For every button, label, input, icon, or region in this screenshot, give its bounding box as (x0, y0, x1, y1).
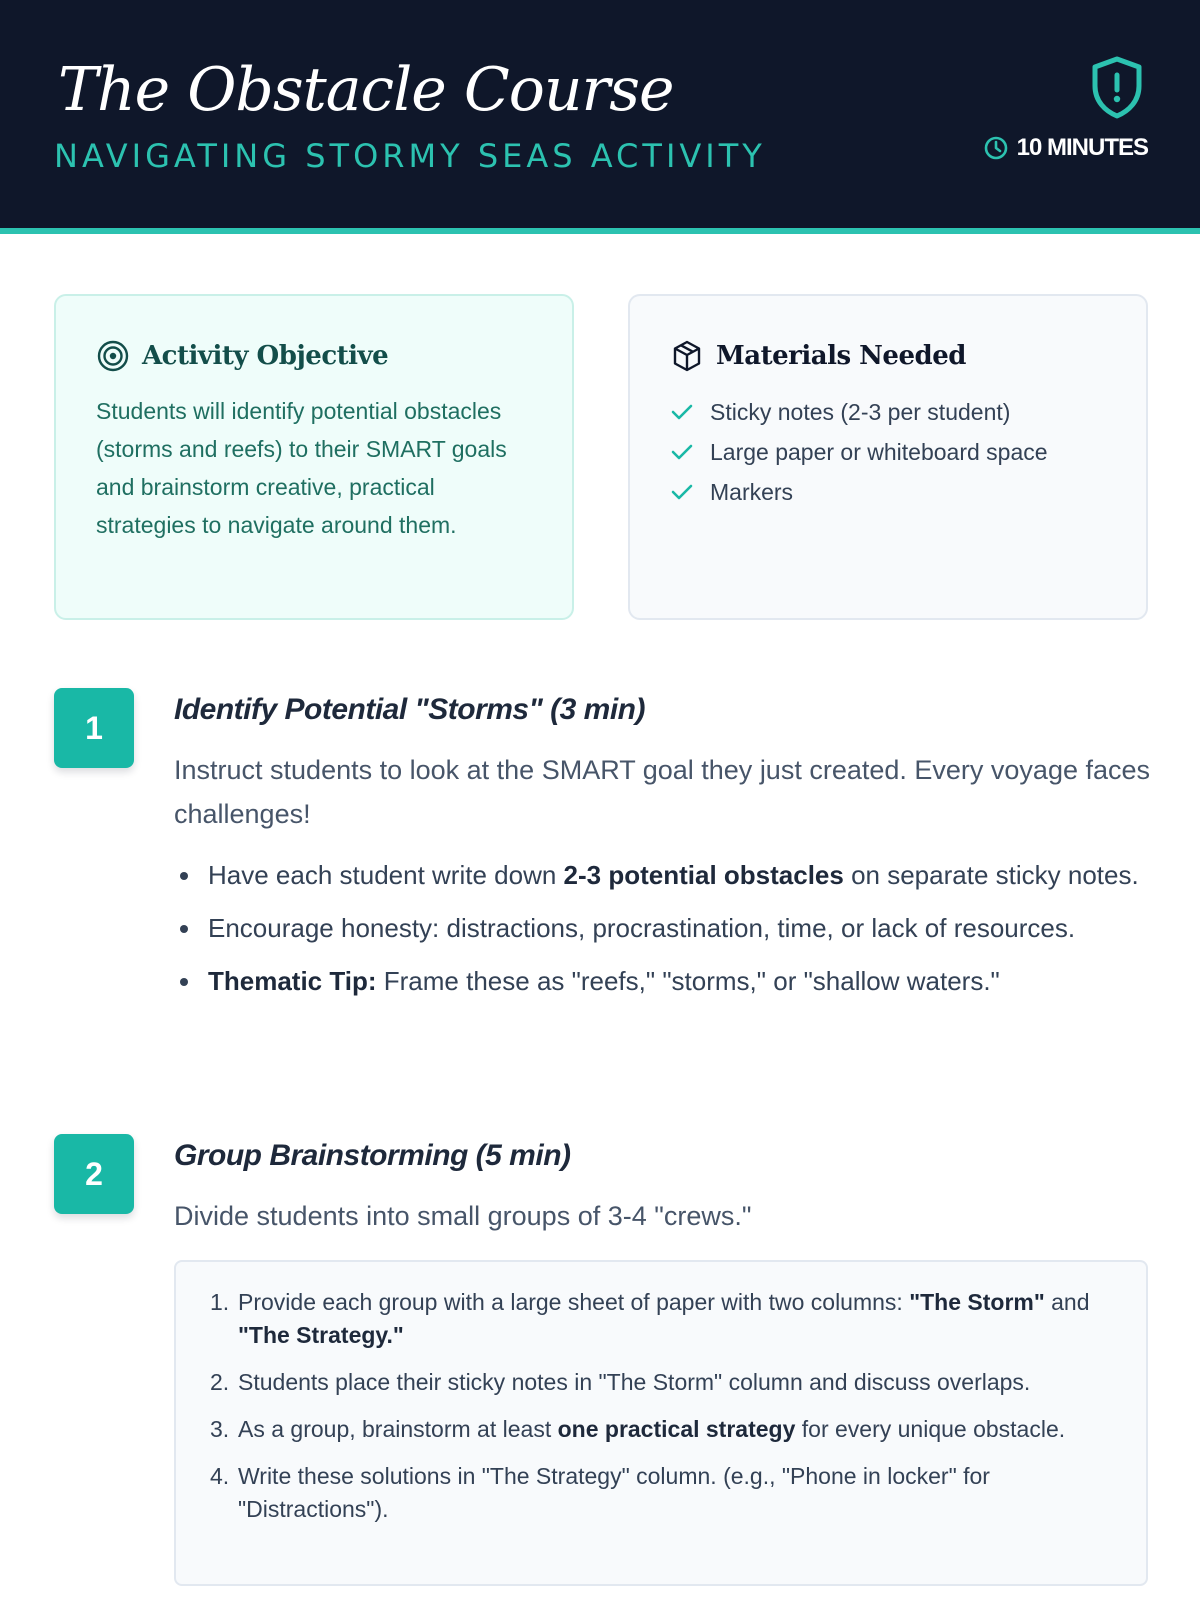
duration-label: 10 MINUTES (1016, 134, 1148, 161)
step-title: Group Brainstorming (5 min) (174, 1139, 571, 1172)
item-text: As a group, brainstorm at least (238, 1416, 558, 1442)
check-icon (670, 400, 694, 424)
item-emphasis: one practical strategy (557, 1416, 796, 1442)
target-icon (96, 339, 130, 373)
materials-title: Materials Needed (716, 341, 966, 371)
item-text: Provide each group with a large sheet of paper with two columns: (238, 1289, 910, 1315)
page-subtitle: NAVIGATING STORMY SEAS ACTIVITY (54, 137, 766, 175)
list-item (670, 392, 1106, 432)
bullet-emphasis: Thematic Tip: (208, 966, 377, 996)
bullet-text: Have each student write down (208, 860, 564, 890)
list-item (210, 1460, 1116, 1526)
list-item (670, 472, 1106, 512)
bullet-text: on separate sticky notes. (843, 860, 1139, 890)
step-title: Identify Potential "Storms" (3 min) (174, 693, 645, 726)
bullet-text: Encourage honesty: distractions, procrastination, time, or lack of resources. (208, 913, 1076, 943)
list-item (208, 908, 1188, 948)
instructions-list (210, 1286, 1116, 1526)
list-item (208, 855, 1188, 895)
list-item (210, 1286, 1116, 1352)
material-label: Markers (710, 478, 794, 505)
step-description: Divide students into small groups of 3-4 "crews." (174, 1201, 752, 1231)
item-number: 4. (210, 1463, 230, 1489)
clock-icon (983, 135, 1009, 161)
item-number: 3. (210, 1416, 230, 1442)
instructions-box (174, 1260, 1148, 1586)
material-label: Sticky notes (2-3 per student) (710, 398, 1011, 425)
duration-badge (983, 134, 1148, 162)
item-number: 2. (210, 1369, 230, 1395)
list-item (208, 961, 1188, 1001)
item-text: Students place their sticky notes in "The Storm" column and discuss overlaps. (238, 1369, 1031, 1395)
step-number-badge: 2 (54, 1134, 134, 1214)
check-icon (670, 440, 694, 464)
item-emphasis: "The Storm" (909, 1289, 1045, 1315)
item-text: and (1044, 1289, 1090, 1315)
page-title: The Obstacle Course (58, 55, 674, 125)
objective-text: Students will identify potential obstacles (storms and reefs) to their SMART goals and brainstorm creative, practical strategies to navigate around them. (96, 398, 507, 538)
materials-list (670, 392, 1106, 512)
objective-title: Activity Objective (142, 341, 389, 371)
materials-card (628, 294, 1148, 620)
item-number: 1. (210, 1289, 230, 1315)
step-bullet-list (174, 855, 1188, 1014)
item-text: for every unique obstacle. (795, 1416, 1066, 1442)
check-icon (670, 480, 694, 504)
step-number-badge: 1 (54, 688, 134, 768)
header (0, 0, 1200, 234)
item-emphasis: "The Strategy." (238, 1322, 404, 1348)
step-description: Instruct students to look at the SMART goal they just created. Every voyage faces challenges! (174, 755, 1151, 829)
shield-alert-icon (1087, 54, 1147, 120)
list-item (210, 1366, 1116, 1399)
box-icon (670, 339, 704, 373)
bullet-emphasis: 2-3 potential obstacles (563, 860, 844, 890)
objective-card (54, 294, 574, 620)
material-label: Large paper or whiteboard space (710, 438, 1048, 465)
list-item (670, 432, 1106, 472)
item-text: Write these solutions in "The Strategy" column. (e.g., "Phone in locker" for "Distractions"). (238, 1463, 990, 1522)
list-item (210, 1413, 1116, 1446)
bullet-text: Frame these as "reefs," "storms," or "shallow waters." (376, 966, 1000, 996)
